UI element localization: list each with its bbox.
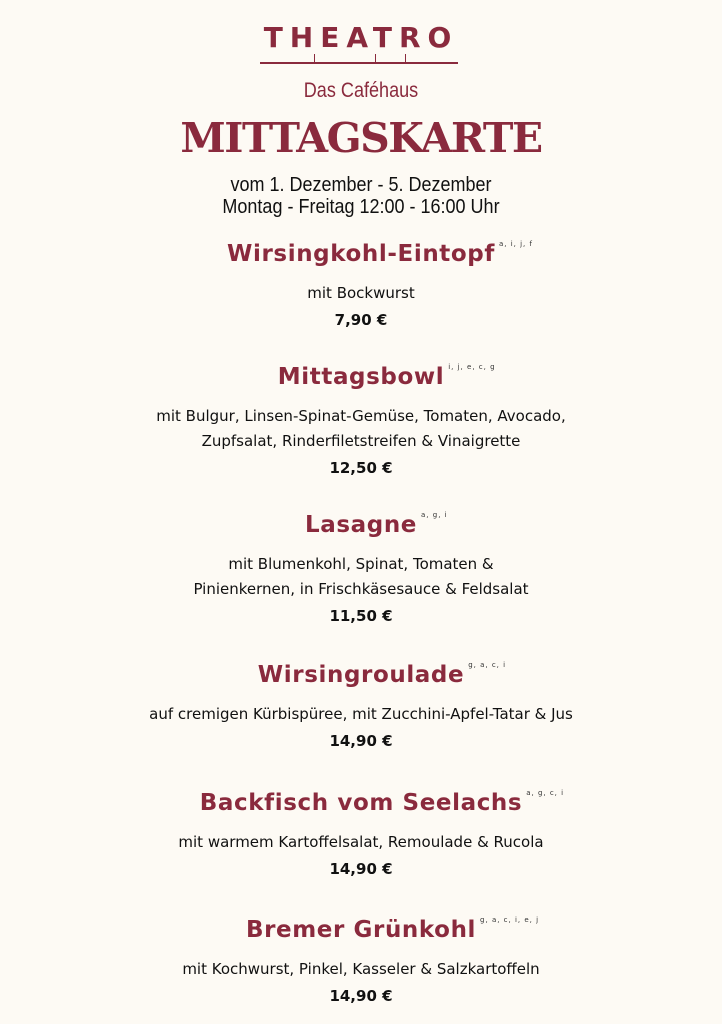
menu-item (0, 511, 722, 627)
allergen-codes: a, i, j, f (498, 240, 533, 248)
description-line: auf cremigen Kürbispüree, mit Zucchini-Apfel-Tatar & Jus (149, 705, 573, 723)
subtitle: Das Caféhaus (303, 79, 419, 102)
allergen-codes: g, a, c, i (468, 661, 507, 669)
description-line: mit Kochwurst, Pinkel, Kasseler & Salzkartoffeln (182, 960, 540, 978)
dish-name-text: Backfisch vom Seelachs (199, 790, 523, 816)
page-title: MITTAGSKARTE (180, 114, 542, 162)
allergen-codes: a, g, i (421, 511, 448, 519)
description-line: mit Bockwurst (307, 284, 415, 302)
logo-tick (314, 54, 315, 64)
dish-name-text: Mittagsbowl (277, 364, 445, 390)
dish-price: 14,90 € (329, 732, 393, 750)
dish-description (0, 830, 722, 855)
logo-tick (375, 54, 376, 64)
menu-item (0, 661, 722, 752)
description-line: mit warmem Kartoffelsalat, Remoulade & Rucola (178, 833, 544, 851)
menu-item (0, 363, 722, 479)
dish-name (257, 661, 507, 689)
dish-name-text: Wirsingkohl-Eintopf (227, 241, 495, 267)
description-line: Pinienkernen, in Frischkäsesauce & Feldsalat (193, 580, 529, 598)
dish-description (0, 957, 722, 982)
logo-tick (405, 54, 406, 64)
logo-underline (260, 62, 458, 64)
description-line: Zupfsalat, Rinderfiletstreifen & Vinaigrette (201, 432, 521, 450)
dish-name-text: Lasagne (304, 512, 418, 538)
dish-price: 7,90 € (334, 311, 388, 329)
date-range: vom 1. Dezember - 5. Dezember (230, 174, 492, 196)
logo-wordmark: THEATRO (263, 21, 459, 54)
description-line: mit Bulgur, Linsen-Spinat-Gemüse, Tomaten, Avocado, (156, 407, 566, 425)
menu-item (0, 240, 722, 331)
allergen-codes: g, a, c, i, e, j (480, 916, 540, 924)
description-line: mit Blumenkohl, Spinat, Tomaten & (228, 555, 494, 573)
menu-item (0, 789, 722, 880)
theatro-logo (0, 20, 722, 68)
dish-name (227, 240, 533, 268)
menu-item (0, 916, 722, 1007)
date-block (0, 174, 722, 218)
dish-description (0, 702, 722, 727)
opening-hours: Montag - Freitag 12:00 - 16:00 Uhr (222, 196, 500, 218)
allergen-codes: i, j, e, c, g (448, 363, 496, 371)
dish-description (0, 552, 722, 602)
dish-description (0, 281, 722, 306)
dish-price: 14,90 € (329, 987, 393, 1005)
dish-price: 11,50 € (329, 607, 393, 625)
dish-name-text: Wirsingroulade (257, 662, 465, 688)
dish-name (304, 511, 448, 539)
dish-name-text: Bremer Grünkohl (245, 917, 477, 943)
dish-name (245, 916, 540, 944)
dish-name (199, 789, 565, 817)
dish-name (277, 363, 496, 391)
allergen-codes: a, g, c, i (526, 789, 565, 797)
dish-price: 12,50 € (329, 459, 393, 477)
dish-description (0, 404, 722, 454)
dish-price: 14,90 € (329, 860, 393, 878)
